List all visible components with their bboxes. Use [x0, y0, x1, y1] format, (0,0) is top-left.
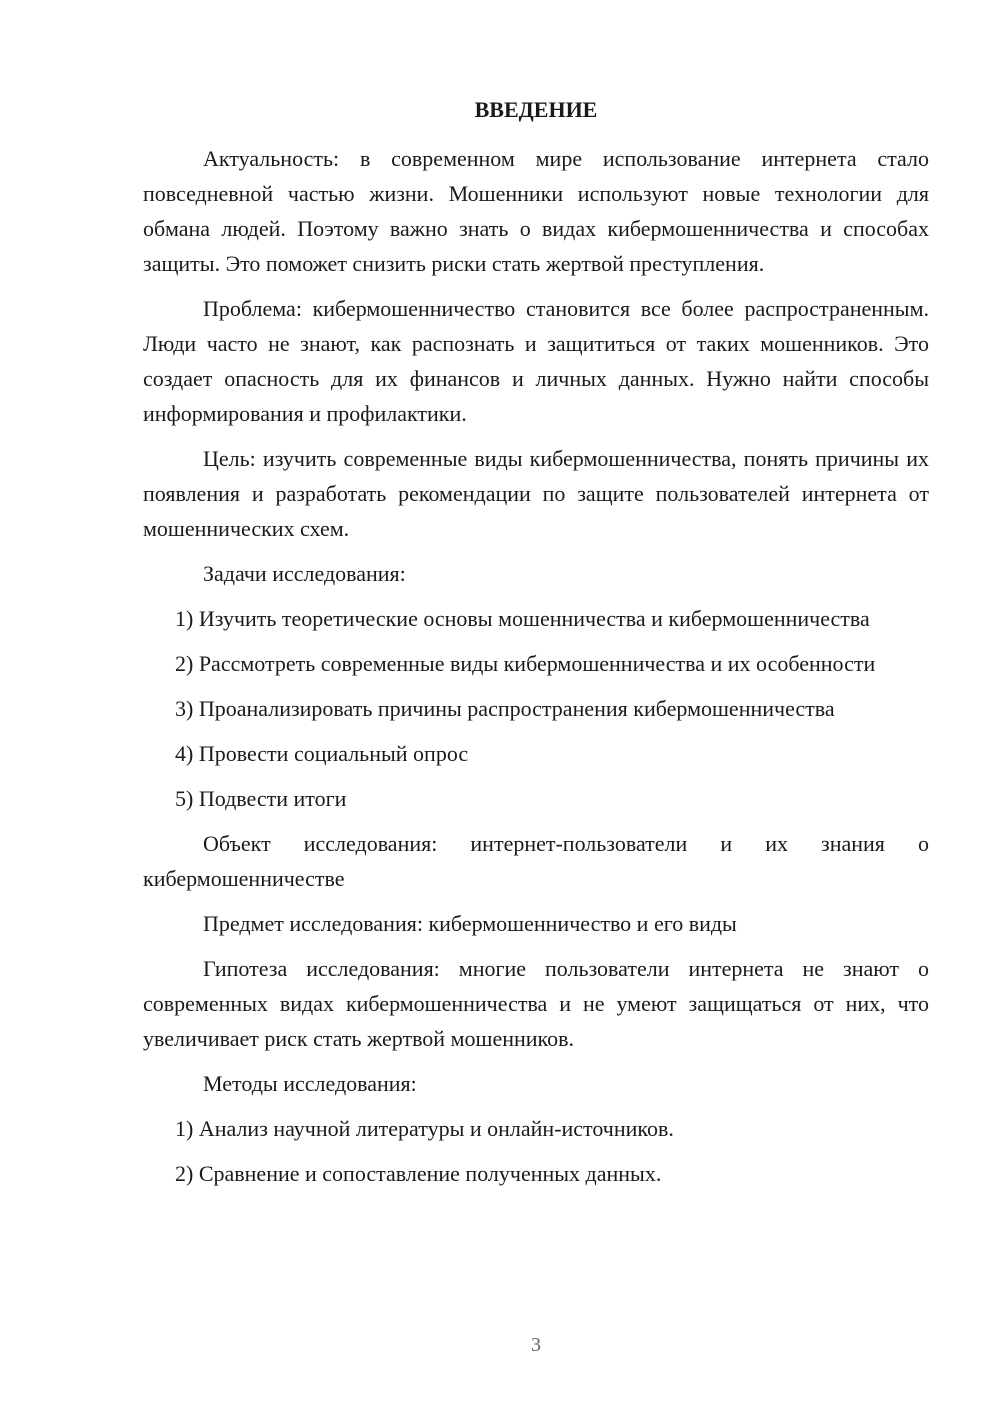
object-paragraph: Объект исследования: интернет-пользователи и их знания о кибермошенничестве	[143, 831, 929, 891]
document-page	[143, 96, 929, 1201]
task-item: 5) Подвести итоги	[175, 786, 347, 811]
problem-paragraph: Проблема: кибермошенничество становится все более распространенным. Люди часто не знают, как распознать и защититься от таких мошенников. Это создает опасность для их финансов и личных данных. Нужно найти способы информирования и профилактики.	[143, 296, 929, 426]
task-item: 3) Проанализировать причины распространения кибермошенничества	[175, 696, 835, 721]
goal-paragraph: Цель: изучить современные виды кибермошенничества, понять причины их появления и разработать рекомендации по защите пользователей интернета от мошеннических схем.	[143, 446, 929, 541]
task-item: 4) Провести социальный опрос	[175, 741, 469, 766]
page-number: 3	[531, 1334, 541, 1356]
relevance-paragraph: Актуальность: в современном мире использование интернета стало повседневной частью жизни. Мошенники используют новые технологии для обмана людей. Поэтому важно знать о видах кибермошенничества и способах защиты. Это поможет снизить риски стать жертвой преступления.	[143, 146, 929, 276]
task-item: 2) Рассмотреть современные виды кибермошенничества и их особенности	[175, 651, 876, 676]
page-title: ВВЕДЕНИЕ	[474, 97, 598, 122]
method-item: 1) Анализ научной литературы и онлайн-источников.	[175, 1116, 674, 1141]
hypothesis-paragraph: Гипотеза исследования: многие пользователи интернета не знают о современных видах кибермошенничества и не умеют защищаться от них, что увеличивает риск стать жертвой мошенников.	[143, 956, 929, 1051]
methods-heading: Методы исследования:	[203, 1071, 417, 1096]
subject-paragraph: Предмет исследования: кибермошенничество и его виды	[203, 911, 737, 936]
tasks-heading: Задачи исследования:	[203, 561, 406, 586]
method-item: 2) Сравнение и сопоставление полученных данных.	[175, 1161, 662, 1186]
task-item: 1) Изучить теоретические основы мошенничества и кибермошенничества	[175, 606, 870, 631]
